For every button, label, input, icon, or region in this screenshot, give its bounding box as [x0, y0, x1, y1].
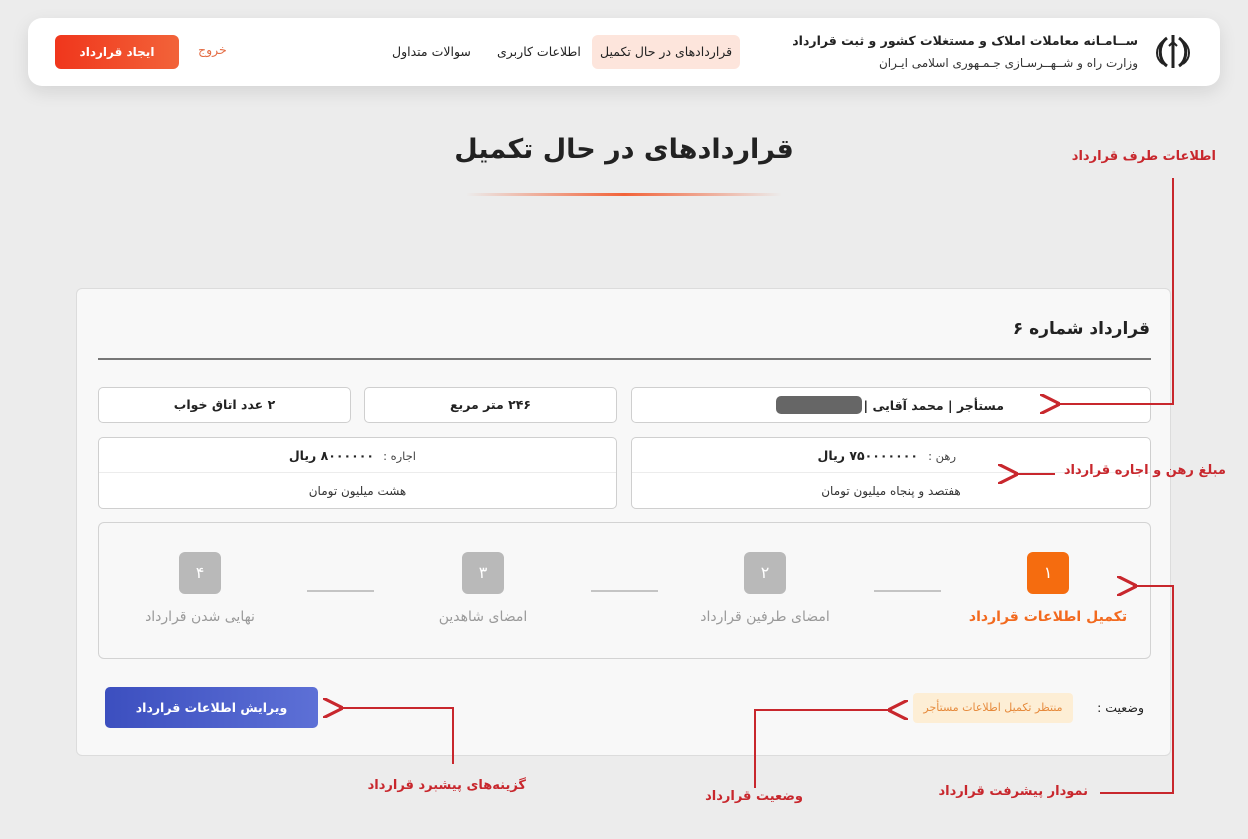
step-3-label: امضای شاهدین: [438, 609, 528, 625]
contract-title: قرارداد شماره ۶: [1012, 319, 1150, 339]
rooms-box: [98, 387, 351, 423]
contract-card: [76, 288, 1171, 756]
top-navbar: [28, 18, 1220, 86]
deposit-in-words: هفتصد و پنجاه میلیون تومان: [821, 484, 961, 498]
step-connector: [591, 590, 658, 592]
status-badge: منتظر تکمیل اطلاعات مستأجر: [913, 693, 1073, 723]
rent-box: [98, 437, 617, 509]
annotation-options: گزینه‌های پیشبرد قرارداد: [367, 778, 526, 793]
step-1-badge: ۱: [1027, 552, 1069, 594]
title-underline: [466, 193, 782, 196]
rent-in-words: هشت میلیون تومان: [308, 484, 407, 498]
annotation-status: وضعیت قرارداد: [705, 789, 803, 804]
page-title: قراردادهای در حال تکمیل: [454, 134, 794, 165]
deposit-label: رهن :: [928, 449, 956, 463]
rooms-value: ۲ عدد اتاق خواب: [173, 397, 276, 412]
progress-stepper: [98, 522, 1151, 659]
area-value: ۲۴۶ متر مربع: [450, 397, 531, 412]
step-2-badge: ۲: [744, 552, 786, 594]
step-2-label: امضای طرفین قرارداد: [700, 609, 830, 625]
step-connector: [874, 590, 941, 592]
deposit-value: ۷۵۰۰۰۰۰۰۰ ریال: [817, 448, 918, 463]
annotation-money: مبلغ رهن و اجاره قرارداد: [1063, 463, 1226, 478]
iran-emblem-icon: [1152, 32, 1194, 72]
brand-subtitle: وزارت راه و شــهــرسـازی جـمـهوری اسلامی ایـران: [878, 56, 1138, 70]
divider: [98, 358, 1151, 360]
separator: |: [863, 398, 869, 413]
nav-user-info[interactable]: اطلاعات کاربری: [497, 44, 581, 59]
step-1-label: تکمیل اطلاعات قرارداد: [968, 609, 1128, 625]
tenant-info-box: [631, 387, 1151, 423]
step-3-badge: ۳: [462, 552, 504, 594]
separator: |: [943, 398, 953, 413]
nav-in-progress-contracts[interactable]: قراردادهای در حال تکمیل: [592, 35, 740, 69]
step-4-label: نهایی شدن قرارداد: [145, 609, 255, 625]
rent-label: اجاره :: [383, 449, 416, 463]
edit-contract-button[interactable]: ویرایش اطلاعات قرارداد: [105, 687, 318, 728]
tenant-name: محمد آقایی: [872, 398, 944, 413]
tenant-row: [864, 398, 1004, 413]
tenant-role: مستأجر: [956, 398, 1004, 413]
nav-faq[interactable]: سوالات متداول: [392, 44, 471, 59]
status-label: وضعیت :: [1097, 700, 1144, 715]
area-box: [364, 387, 617, 423]
redacted-national-id: [776, 396, 862, 414]
brand-title: ســامـانه معاملات املاک و مستغلات کشور و ثبت قرارداد: [792, 33, 1138, 48]
rent-row: [99, 438, 616, 473]
annotation-party-info: اطلاعات طرف قرارداد: [1071, 149, 1216, 164]
step-4-badge: ۴: [179, 552, 221, 594]
step-connector: [307, 590, 374, 592]
create-contract-button[interactable]: ایجاد قرارداد: [55, 35, 179, 69]
logout-link[interactable]: خروج: [198, 42, 227, 57]
rent-value: ۸۰۰۰۰۰۰ ریال: [288, 448, 374, 463]
annotation-progress: نمودار پیشرفت قرارداد: [938, 784, 1088, 799]
